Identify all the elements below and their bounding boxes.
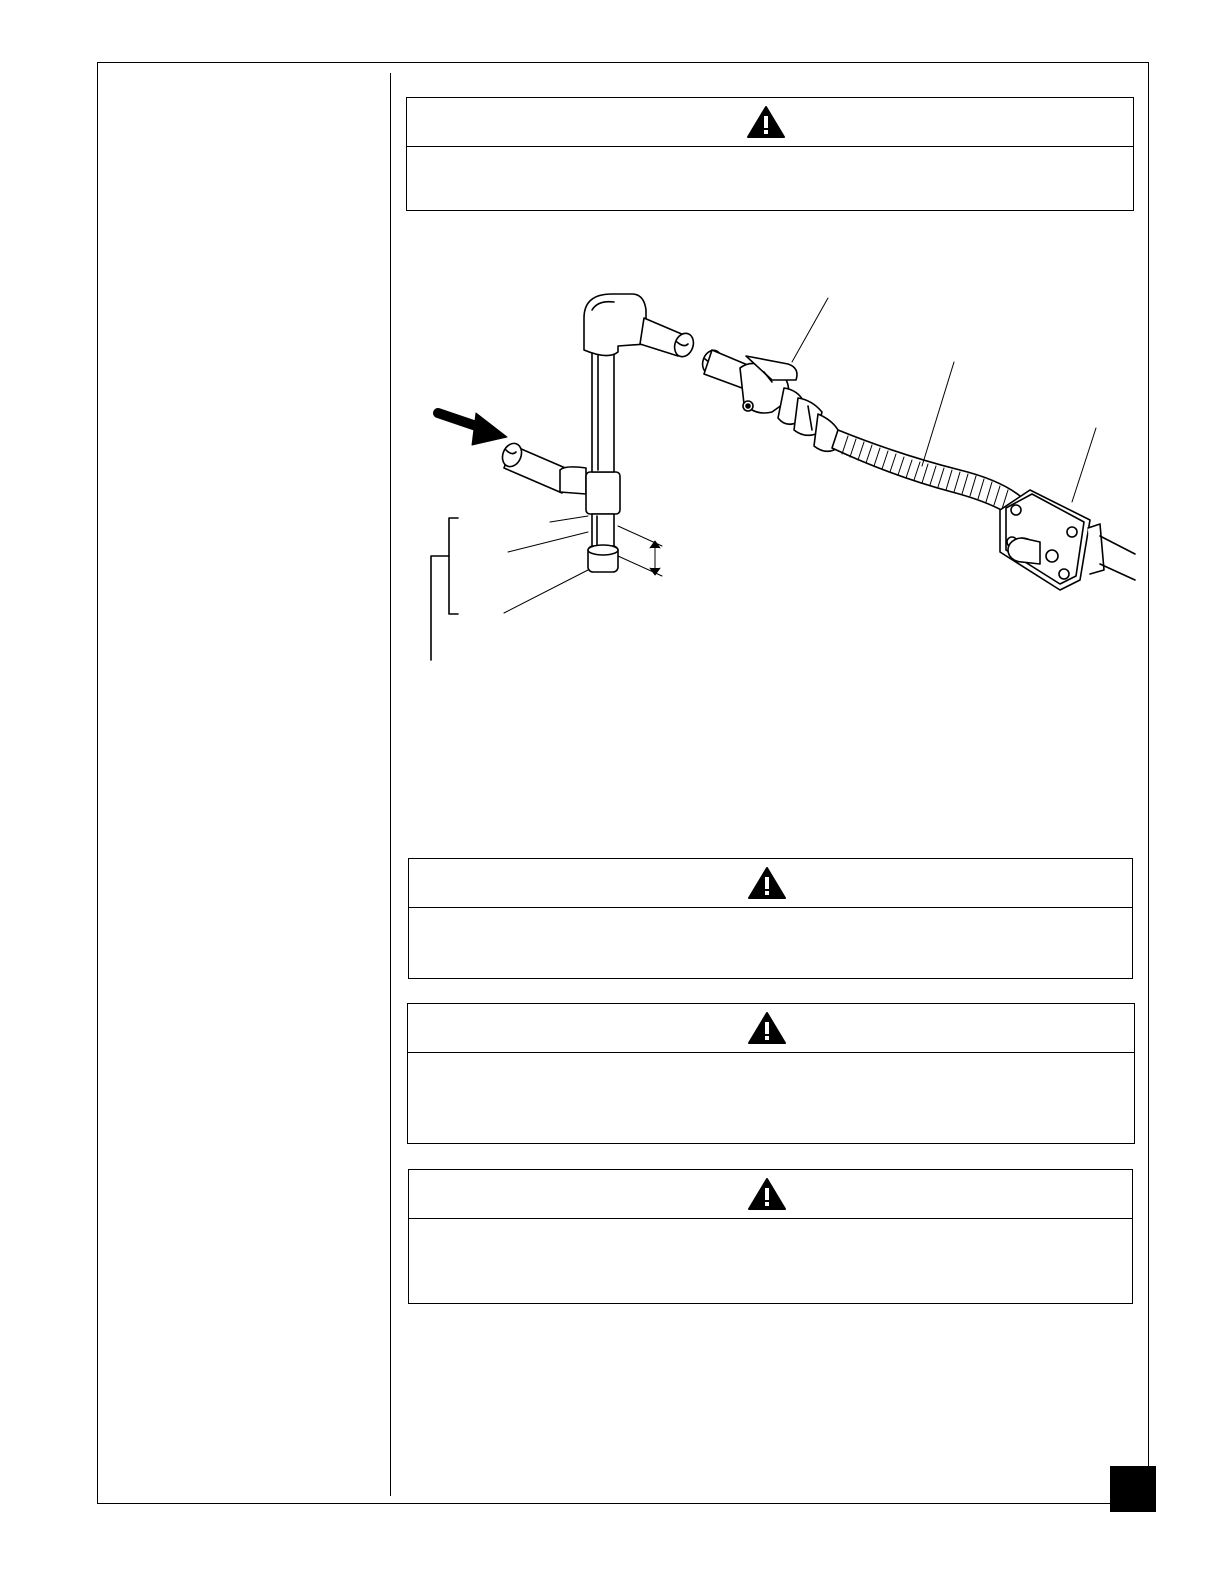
column-divider: [390, 73, 391, 1496]
cap: [588, 545, 618, 572]
warning-triangle-icon: [747, 1011, 787, 1045]
warning-text: [408, 1052, 1134, 1143]
tee-joint: [560, 467, 620, 514]
warning-text: [409, 1218, 1132, 1303]
dimension-indicator: [618, 526, 662, 576]
warning-text: [409, 907, 1132, 978]
warning-triangle-icon: [747, 866, 787, 900]
warning-triangle-icon: [747, 1177, 787, 1211]
warning-header: [409, 1170, 1132, 1219]
page-number-tab: [1110, 1466, 1156, 1512]
sediment-trap-leaders: [504, 516, 588, 613]
flexible-gas-connector: [814, 414, 1020, 516]
warning-triangle-icon: [746, 105, 786, 139]
warning-text: [407, 146, 1133, 210]
equipment-shutoff-valve: [740, 356, 822, 435]
nipple: [592, 514, 614, 548]
gas-piping-figure: [400, 280, 1140, 670]
gas-flow-arrow-icon: [438, 413, 507, 445]
warning-box-3: [407, 1003, 1135, 1144]
warning-header: [407, 98, 1133, 147]
warning-box-2: [408, 858, 1133, 979]
sediment-trap-bracket: [431, 518, 458, 660]
elbow: [584, 294, 646, 356]
elbow-outlet-pipe: [640, 318, 697, 359]
warning-header: [408, 1004, 1134, 1053]
warning-header: [409, 859, 1132, 908]
gas-regulator: [1000, 490, 1135, 590]
vertical-riser: [592, 348, 614, 472]
warning-box-4: [408, 1169, 1133, 1304]
warning-box-1: [406, 97, 1134, 211]
